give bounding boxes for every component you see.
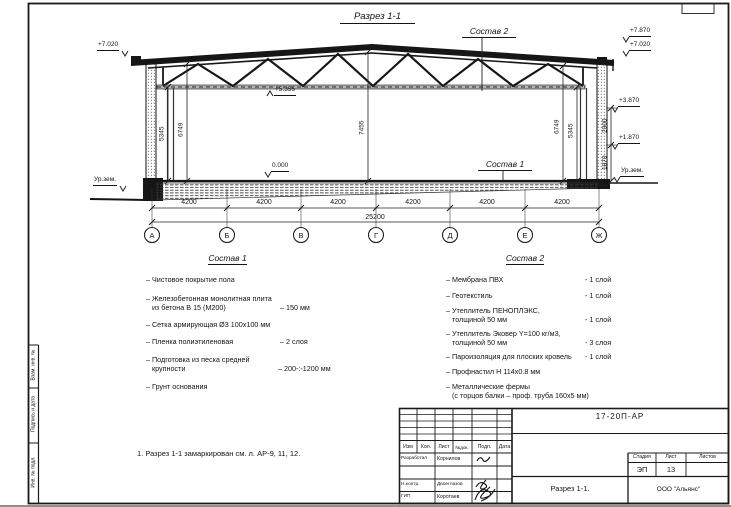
c2-item5: – Пароизоляция для плоских кровель xyxy=(446,352,572,361)
callout-sostav-2: Состав 2 xyxy=(462,26,516,38)
tb-role-3: ГИП xyxy=(401,494,411,499)
c2-item3: – Утеплитель ПЕНОПЛЭКС, xyxy=(446,306,540,315)
sidebar-cell-inv: Инв. № подл. xyxy=(30,455,36,488)
axis-zh: Ж xyxy=(595,230,603,240)
dim-5345-left: 5345 xyxy=(158,126,166,141)
sheet-frame xyxy=(29,4,729,504)
tb-name-0: Корнилов xyxy=(437,456,461,462)
axis-d: Д xyxy=(447,230,453,240)
composition1-title xyxy=(150,253,305,264)
c1-item2: – Железобетонная монолитная плита xyxy=(146,294,272,303)
tb-company: ООО "Альянс" xyxy=(656,486,701,493)
c2-item4-value: - 3 слоя xyxy=(585,338,612,347)
roof-band xyxy=(131,44,614,66)
c2-item4-l2: толщиной 50 мм xyxy=(452,338,508,347)
level-right-top: +7.020 xyxy=(629,41,651,51)
tb-sheet-label: Лист xyxy=(665,454,677,460)
composition2-title-text: Состав 2 xyxy=(505,253,545,263)
c2-item1-value: - 1 слой xyxy=(585,275,612,284)
c1-item5-l2: крупности xyxy=(152,364,186,373)
composition1-title-text: Состав 1 xyxy=(208,253,247,263)
tb-role-2: Н.контр. xyxy=(401,482,420,487)
c1-item3: – Сетка армирующая Ø3 100х100 мм xyxy=(146,320,271,329)
tb-col-izm: Изм xyxy=(403,443,413,450)
c1-item4: – Пленка полиэтиленовая xyxy=(146,337,234,346)
c1-item5-value: – 200-:-1200 мм xyxy=(278,364,331,373)
c2-item7-l2: (с торцов балки – проф. труба 160х5 мм) xyxy=(452,391,589,400)
signature-developer xyxy=(477,457,490,461)
dim-bay-6: 4200 xyxy=(554,199,570,206)
tb-sheet-value: 13 xyxy=(666,464,676,474)
c2-item1: – Мембрана ПВХ xyxy=(446,275,504,284)
tb-role-0: Разработал xyxy=(401,456,428,461)
level-bottom-chord: +5.355 xyxy=(274,86,296,96)
dim-5345-right: 5345 xyxy=(567,123,575,138)
c2-item2-value: - 1 слой xyxy=(585,291,612,300)
c1-item2-l2: из бетона В 15 (М200) xyxy=(152,303,226,312)
axis-g: Г xyxy=(373,230,379,240)
dim-1870: 1870 xyxy=(601,155,609,170)
level-right-ridge: +7.870 xyxy=(629,27,651,37)
left-eave-plate xyxy=(131,56,141,65)
level-right-mid2: +1.870 xyxy=(618,134,640,144)
dim-2000: 2000 xyxy=(601,118,609,133)
c2-item4: – Утеплитель Эковер Y=100 кг/м3, xyxy=(446,329,561,338)
tb-col-data: Дата xyxy=(498,443,511,450)
dim-bay-1: 4200 xyxy=(181,199,197,206)
c2-item2: – Геотекстиль xyxy=(446,291,493,300)
composition2-title xyxy=(455,253,595,263)
c1-item5: – Подготовка из песка средней xyxy=(146,355,250,364)
dim-6749-left: 6749 xyxy=(177,122,185,137)
level-right-ground: Ур.зем. xyxy=(620,167,644,177)
level-floor: 0.000 xyxy=(271,162,289,172)
tb-name-2: Двоеглазов xyxy=(437,482,463,487)
c2-item5-value: - 1 слой xyxy=(585,352,612,361)
dim-bay-3: 4200 xyxy=(330,199,346,206)
c2-item3-value: - 1 слой xyxy=(585,315,612,324)
tb-col-list: Лист xyxy=(438,443,450,450)
c1-item4-value: – 2 слоя xyxy=(280,337,308,346)
dim-bay-4: 4200 xyxy=(405,199,421,206)
tb-col-kol: Кол. xyxy=(420,443,432,450)
tb-stage-value: ЭП xyxy=(636,464,648,474)
level-left-ground: Ур.зем. xyxy=(93,176,117,186)
tb-stage-label: Стадия xyxy=(633,454,651,460)
dim-total: 25200 xyxy=(365,214,385,221)
tb-col-ndok: №док. xyxy=(455,444,469,450)
tb-col-podp: Подп. xyxy=(477,443,492,450)
c2-item6: – Профнастил Н 114х0.8 мм xyxy=(446,367,541,376)
axis-v: В xyxy=(298,230,304,240)
axis-a: А xyxy=(149,230,155,240)
dim-bay-2: 4200 xyxy=(256,199,272,206)
section-title: Разрез 1-1 xyxy=(340,11,415,24)
tb-name-3: Коротаев xyxy=(437,494,460,500)
sidebar-cell-podpis: Подпись и дата xyxy=(30,395,36,432)
c1-item6: – Грунт основания xyxy=(146,382,208,391)
axis-e: Е xyxy=(522,230,528,240)
left-wall xyxy=(146,62,156,181)
top-right-stamp-box xyxy=(682,4,714,14)
tb-drawing-title: Разрез 1-1. xyxy=(550,484,590,493)
ground-line-left xyxy=(90,199,146,200)
level-left-top: +7.020 xyxy=(97,41,119,51)
axis-b: Б xyxy=(224,230,230,240)
c1-item2-value: – 150 мм xyxy=(280,303,310,312)
dim-bay-5: 4200 xyxy=(479,199,495,206)
dim-7455: 7455 xyxy=(358,120,366,135)
dim-6749-right: 6749 xyxy=(553,119,561,134)
c2-item7: – Металлические фермы xyxy=(446,382,530,391)
c2-item3-l2: толщиной 50 мм xyxy=(452,315,508,324)
c1-item1: – Чистовое покрытие пола xyxy=(146,275,235,284)
doc-number: 17-20П-АР xyxy=(595,412,645,421)
signature-gip xyxy=(475,487,495,501)
sheet-note: 1. Разрез 1-1 замаркирован см. л. АР-9, 11, 12. xyxy=(137,449,301,458)
signature-ncontrol xyxy=(476,480,487,489)
tb-sheets-label: Листов xyxy=(699,454,716,460)
sidebar-cell-vzam: Взам. инв. № xyxy=(30,349,36,380)
callout-sostav-1: Состав 1 xyxy=(478,159,532,171)
floor-slab xyxy=(157,183,597,200)
level-right-mid1: +3.870 xyxy=(618,97,640,107)
